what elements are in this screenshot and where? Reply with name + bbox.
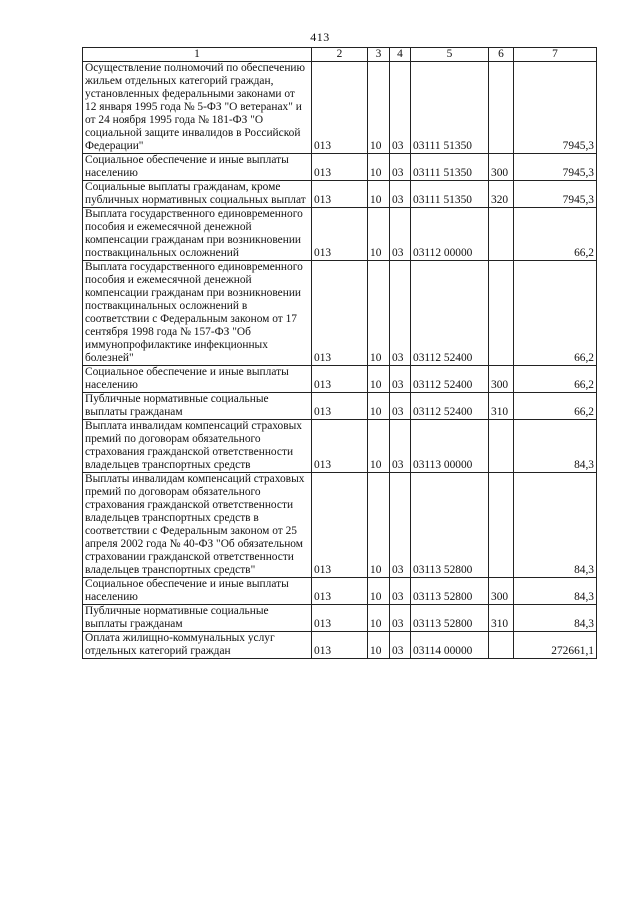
expense-type: [489, 208, 514, 261]
ministry-code: 013: [312, 366, 368, 393]
amount: 66,2: [514, 393, 597, 420]
header-row: [83, 48, 597, 62]
section-code: 10: [368, 605, 390, 632]
subsection-code: 03: [390, 420, 411, 473]
row-name: Социальные выплаты гражданам, кроме публичных нормативных социальных выплат: [83, 181, 312, 208]
ministry-code: 013: [312, 578, 368, 605]
table-row: [83, 181, 597, 208]
section-code: 10: [368, 181, 390, 208]
row-name: Публичные нормативные социальные выплаты гражданам: [83, 393, 312, 420]
subsection-code: 03: [390, 605, 411, 632]
amount: 84,3: [514, 473, 597, 578]
target-article: 03112 00000: [411, 208, 489, 261]
expense-type: 310: [489, 393, 514, 420]
ministry-code: 013: [312, 208, 368, 261]
table-row: [83, 261, 597, 366]
table-body: [83, 62, 597, 659]
expense-type: 300: [489, 366, 514, 393]
column-header: 3: [368, 48, 390, 62]
target-article: 03111 51350: [411, 154, 489, 181]
table-row: [83, 473, 597, 578]
section-code: 10: [368, 366, 390, 393]
table-row: [83, 605, 597, 632]
subsection-code: 03: [390, 366, 411, 393]
section-code: 10: [368, 473, 390, 578]
expense-type: [489, 62, 514, 154]
amount: 66,2: [514, 208, 597, 261]
amount: 84,3: [514, 605, 597, 632]
section-code: 10: [368, 420, 390, 473]
subsection-code: 03: [390, 473, 411, 578]
subsection-code: 03: [390, 632, 411, 659]
expense-type: [489, 473, 514, 578]
expense-type: [489, 420, 514, 473]
ministry-code: 013: [312, 393, 368, 420]
section-code: 10: [368, 154, 390, 181]
ministry-code: 013: [312, 605, 368, 632]
ministry-code: 013: [312, 154, 368, 181]
row-name: Выплата государственного единовременного пособия и ежемесячной денежной компенсации гражданам при возникновении поствакцинальных осложнений: [83, 208, 312, 261]
budget-table: [82, 47, 597, 659]
subsection-code: 03: [390, 154, 411, 181]
target-article: 03113 52800: [411, 605, 489, 632]
target-article: 03111 51350: [411, 181, 489, 208]
expense-type: 300: [489, 154, 514, 181]
ministry-code: 013: [312, 473, 368, 578]
amount: 7945,3: [514, 181, 597, 208]
amount: 7945,3: [514, 62, 597, 154]
row-name: Осуществление полномочий по обеспечению жильем отдельных категорий граждан, установленных федеральными законами от 12 января 1995 года № 5-ФЗ "О ветеранах" и от 24 ноября 1995 года № 181-ФЗ "О социальной защите инвалидов в Российской Федерации": [83, 62, 312, 154]
column-header: 7: [514, 48, 597, 62]
column-header: 1: [83, 48, 312, 62]
target-article: 03111 51350: [411, 62, 489, 154]
table-row: [83, 154, 597, 181]
table-row: [83, 62, 597, 154]
expense-type: 300: [489, 578, 514, 605]
subsection-code: 03: [390, 393, 411, 420]
subsection-code: 03: [390, 578, 411, 605]
page-number: 413: [310, 30, 330, 44]
target-article: 03112 52400: [411, 261, 489, 366]
expense-type: 320: [489, 181, 514, 208]
column-header: 4: [390, 48, 411, 62]
section-code: 10: [368, 208, 390, 261]
amount: 7945,3: [514, 154, 597, 181]
table-row: [83, 632, 597, 659]
section-code: 10: [368, 632, 390, 659]
ministry-code: 013: [312, 261, 368, 366]
section-code: 10: [368, 261, 390, 366]
target-article: 03114 00000: [411, 632, 489, 659]
row-name: Выплата инвалидам компенсаций страховых премий по договорам обязательного страхования гражданской ответственности владельцев транспортных средств: [83, 420, 312, 473]
table-row: [83, 208, 597, 261]
table-row: [83, 420, 597, 473]
amount: 66,2: [514, 261, 597, 366]
section-code: 10: [368, 62, 390, 154]
row-name: Социальное обеспечение и иные выплаты населению: [83, 154, 312, 181]
expense-type: [489, 261, 514, 366]
column-header: 2: [312, 48, 368, 62]
target-article: 03112 52400: [411, 366, 489, 393]
subsection-code: 03: [390, 181, 411, 208]
row-name: Выплаты инвалидам компенсаций страховых премий по договорам обязательного страхования гражданской ответственности владельцев транспортных средств в соответствии с Федеральным законом от 25 апреля 2002 года № 40-ФЗ "Об обязательном страховании гражданской ответственности владельцев транспортных средств": [83, 473, 312, 578]
subsection-code: 03: [390, 261, 411, 366]
amount: 66,2: [514, 366, 597, 393]
target-article: 03113 00000: [411, 420, 489, 473]
expense-type: [489, 632, 514, 659]
ministry-code: 013: [312, 632, 368, 659]
table-row: [83, 578, 597, 605]
column-header: 5: [411, 48, 489, 62]
amount: 84,3: [514, 578, 597, 605]
section-code: 10: [368, 578, 390, 605]
ministry-code: 013: [312, 420, 368, 473]
row-name: Социальное обеспечение и иные выплаты населению: [83, 366, 312, 393]
table-row: [83, 366, 597, 393]
target-article: 03113 52800: [411, 578, 489, 605]
subsection-code: 03: [390, 208, 411, 261]
table-row: [83, 393, 597, 420]
amount: 84,3: [514, 420, 597, 473]
row-name: Оплата жилищно-коммунальных услуг отдельных категорий граждан: [83, 632, 312, 659]
amount: 272661,1: [514, 632, 597, 659]
row-name: Публичные нормативные социальные выплаты гражданам: [83, 605, 312, 632]
row-name: Выплата государственного единовременного пособия и ежемесячной денежной компенсации гражданам при возникновении поствакцинальных осложнений в соответствии с Федеральным законом от 17 сентября 1998 года № 157-ФЗ "Об иммунопрофилактике инфекционных болезней": [83, 261, 312, 366]
target-article: 03112 52400: [411, 393, 489, 420]
target-article: 03113 52800: [411, 473, 489, 578]
ministry-code: 013: [312, 181, 368, 208]
row-name: Социальное обеспечение и иные выплаты населению: [83, 578, 312, 605]
column-header: 6: [489, 48, 514, 62]
subsection-code: 03: [390, 62, 411, 154]
expense-type: 310: [489, 605, 514, 632]
ministry-code: 013: [312, 62, 368, 154]
section-code: 10: [368, 393, 390, 420]
